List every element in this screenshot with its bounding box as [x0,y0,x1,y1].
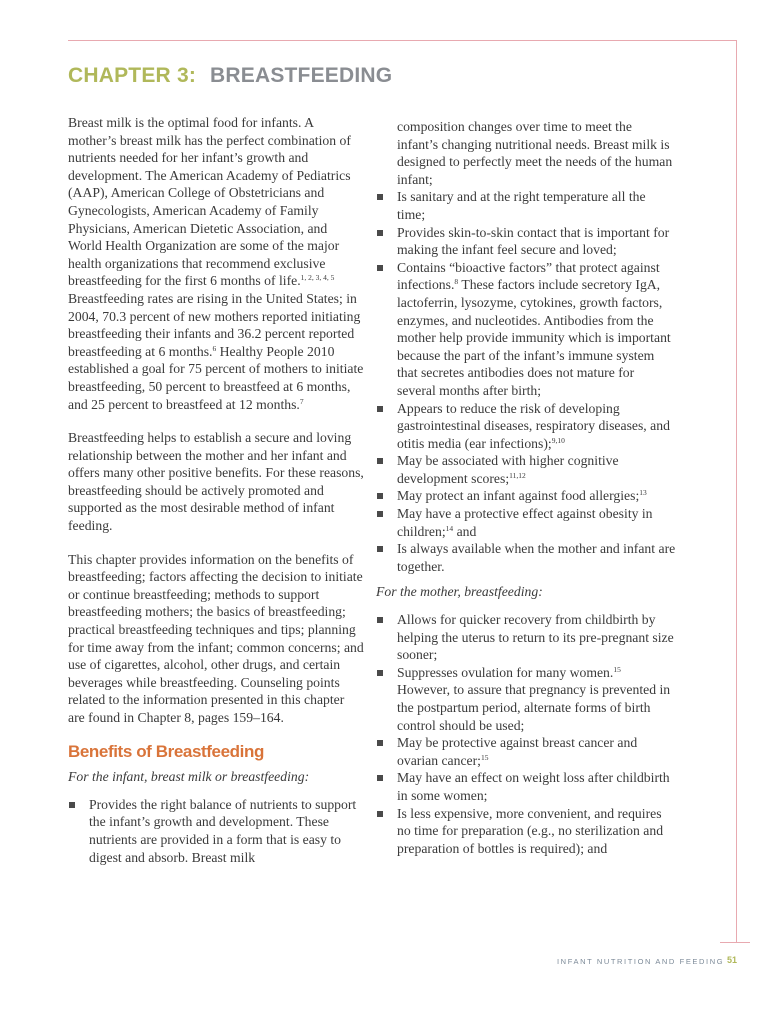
list-item [376,452,676,487]
footnote-ref: 1, 2, 3, 4, 5 [300,273,335,283]
infant-benefits-list [376,188,676,575]
list-item-text: Provides the right balance of nutrients to support the infant’s growth and development. These nutrients are provided in a form that is easy to digest and absorb. Breast milk [89,796,357,865]
list-item [376,664,676,734]
square-bullet-icon [377,811,383,817]
chapter-number: CHAPTER 3: [68,64,197,87]
list-item [376,805,676,858]
list-item [376,769,676,804]
chapter-title [68,64,392,88]
mother-benefits-subhead: For the mother, breastfeeding: [376,584,543,600]
square-bullet-icon [377,775,383,781]
list-item-text: Allows for quicker recovery from childbirth by helping the uterus to return to its pre-pregnant size sooner; [397,612,674,663]
list-item-text: May be protective against breast cancer and ovarian cancer; [397,735,638,768]
list-item [376,400,676,453]
intro-paragraph-3: This chapter provides information on the benefits of breastfeeding; factors affecting the decision to initiate or continue breastfeeding; methods to support breastfeeding mothers; the basics of breastfeeding; practical breastfeeding techniques and tips; planning for time away from the infant; common concerns; and use of cigarettes, alcohol, other drugs, and certain beverages while breastfeeding. Counseling points related to the information presented in this chapter are found in Chapter 8, pages 159–164. [68,551,364,725]
list-item-text: May have an effect on weight loss after childbirth in some women; [397,770,670,803]
square-bullet-icon [377,617,383,623]
list-item-text: Is sanitary and at the right temperature all the time; [397,189,646,222]
footnote-ref: 15 [480,752,489,762]
list-item [376,611,676,664]
list-item [376,259,676,400]
list-item-text: Appears to reduce the risk of developing gastrointestinal diseases, respiratory diseases, and otitis media (ear infections); [397,400,670,451]
running-footer-title: INFANT NUTRITION AND FEEDING [557,957,725,966]
infant-benefits-list-start [68,796,364,866]
list-item [376,487,676,505]
list-item-text: These factors include secretory IgA, lactoferrin, lysozyme, cytokines, growth factors, enzymes, and nucleotides. Antibodies from the mother help provide immunity which is important because the part of the infant’s immune system that secretes antibodies does not mature for several months after birth; [397,277,671,398]
list-item [376,224,676,259]
square-bullet-icon [69,802,75,808]
list-item [376,734,676,769]
square-bullet-icon [377,670,383,676]
section-heading: Benefits of Breastfeeding [68,741,264,761]
list-item-text: May be associated with higher cognitive development scores; [397,453,619,486]
right-border-rule [736,40,737,942]
list-item-text: However, to assure that pregnancy is prevented in the postpartum period, alternate forms of birth control should be used; [397,682,671,733]
footnote-ref: 9,10 [551,435,565,445]
intro-paragraph-2: Breastfeeding helps to establish a secure and loving relationship between the mother and her infant and offers many other positive benefits. For these reasons, breastfeeding should be actively promoted and supported as the most desirable method of infant feeding. [68,430,364,534]
list-item-text: Provides skin-to-skin contact that is important for making the infant feel secure and loved; [397,224,670,258]
list-item-text: Contains “bioactive factors” that protect against infections. [397,259,660,293]
square-bullet-icon [377,458,383,464]
mother-benefits-list [376,611,676,857]
list-item-text: Is always available when the mother and infant are together. [397,541,676,574]
list-item [68,796,364,866]
footnote-ref: 7 [299,396,304,406]
footnote-ref: 6 [212,343,217,353]
footnote-ref: 8 [454,277,459,287]
left-column [68,114,364,874]
bottom-corner-rule [720,942,750,943]
chapter-name: BREASTFEEDING [210,64,393,87]
infant-benefits-subhead: For the infant, breast milk or breastfeeding: [68,769,310,785]
square-bullet-icon [377,546,383,552]
square-bullet-icon [377,406,383,412]
top-border-rule [68,40,736,41]
list-item-text: May protect an infant against food allergies; [397,488,640,504]
page-number: 51 [727,955,738,965]
list-item-text: and [453,523,477,539]
intro-p1-text-c: Healthy People 2010 established a goal for 75 percent of mothers to initiate breastfeeding, 50 percent to breastfeed at 6 months, and 25 percent to breastfeed at 12 months. [68,343,364,412]
footnote-ref: 13 [639,488,647,498]
square-bullet-icon [377,230,383,236]
list-item [376,188,676,223]
list-item-text: Is less expensive, more convenient, and requires no time for preparation (e.g., no sterilization and preparation of bottles is required); and [397,805,664,856]
list-item [376,540,676,575]
square-bullet-icon [377,493,383,499]
footnote-ref: 11,12 [509,470,526,480]
list-item-text: May have a protective effect against obesity in children; [397,506,653,539]
list-item-continuation: composition changes over time to meet the infant’s changing nutritional needs. Breast milk is designed to perfectly meet the needs of the human infant; [397,119,673,187]
footnote-ref: 15 [613,664,621,674]
list-item-text: Suppresses ovulation for many women. [397,664,614,680]
footnote-ref: 14 [445,523,454,533]
square-bullet-icon [377,194,383,200]
square-bullet-icon [377,511,383,517]
intro-p1-text-a: Breast milk is the optimal food for infants. A mother’s breast milk has the perfect combination of nutrients needed for her infant’s growth and development. The American Academy of Pediatrics (AAP), American College of Obstetricians and Gynecologists, American Academy of Family Physicians, American Dietetic Association, and World Health Organization are some of the major health organizations that recommend exclusive breastfeeding for the first 6 months of life. [68,115,351,289]
intro-p1-text-b: Breastfeeding rates are rising in the United States; in 2004, 70.3 percent of new mothers reported initiating breastfeeding their infants and 36.2 percent reported breastfeeding at 6 months. [68,290,361,359]
right-column [376,118,676,865]
square-bullet-icon [377,740,383,746]
square-bullet-icon [377,265,383,271]
intro-paragraph-1 [68,114,364,413]
list-item [376,505,676,540]
